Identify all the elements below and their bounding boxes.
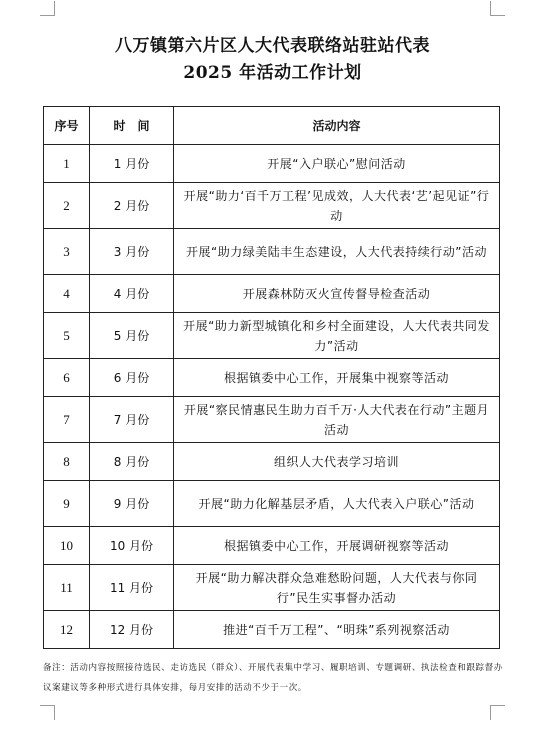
row-month: 5 月份 [90,313,174,359]
footnote-remark: 备注：活动内容按照接待选民、走访选民（群众）、开展代表集中学习、履职培训、专题调研、执法检查和跟踪督办议案建议等多种形式进行具体安排，每月安排的活动不少于一次。 [43,663,503,693]
row-month: 7 月份 [90,397,174,443]
header-index: 序号 [44,107,90,145]
row-activity: 开展“助力新型城镇化和乡村全面建设，人大代表共同发力”活动 [174,313,500,359]
row-month: 10 月份 [90,527,174,565]
row-activity: 开展森林防灭火宣传督导检查活动 [174,275,500,313]
table-row [44,275,500,313]
table-row [44,443,500,481]
row-activity: 根据镇委中心工作，开展调研视察等活动 [174,527,500,565]
row-month: 3 月份 [90,229,174,275]
row-activity: 开展“助力‘百千万工程’见成效，人大代表‘艺’起见证”行动 [174,183,500,229]
table-row [44,313,500,359]
table-row [44,229,500,275]
row-month: 8 月份 [90,443,174,481]
table-row [44,481,500,527]
document-title-line-1: 八万镇第六片区人大代表联络站驻站代表 [115,36,430,56]
row-activity: 开展“助力绿美陆丰生态建设，人大代表持续行动”活动 [174,229,500,275]
row-month: 9 月份 [90,481,174,527]
table-row [44,183,500,229]
row-month: 6 月份 [90,359,174,397]
row-month: 11 月份 [90,565,174,611]
table-row [44,527,500,565]
header-time: 时 间 [90,107,174,145]
crop-mark-bottom-right [490,705,505,720]
row-index: 1 [44,145,90,183]
row-activity: 开展“察民情惠民生助力百千万·人大代表在行动”主题月活动 [174,397,500,443]
crop-mark-top-left [40,1,55,16]
table-row [44,611,500,649]
row-activity: 根据镇委中心工作，开展集中视察等活动 [174,359,500,397]
table-row [44,397,500,443]
document-title-line-2: 2025 年活动工作计划 [183,63,362,83]
table-header-row [44,107,500,145]
row-month: 12 月份 [90,611,174,649]
row-month: 1 月份 [90,145,174,183]
row-activity: 开展“助力化解基层矛盾，人大代表入户联心”活动 [174,481,500,527]
row-month: 2 月份 [90,183,174,229]
table-row [44,145,500,183]
row-activity: 开展“入户联心”慰问活动 [174,145,500,183]
row-activity: 开展“助力解决群众急难愁盼问题，人大代表与你同行”民生实事督办活动 [174,565,500,611]
row-index: 10 [44,527,90,565]
row-index: 9 [44,481,90,527]
crop-mark-top-right [490,1,505,16]
row-activity: 组织人大代表学习培训 [174,443,500,481]
header-content: 活动内容 [174,107,500,145]
row-index: 11 [44,565,90,611]
row-index: 3 [44,229,90,275]
table-row [44,359,500,397]
row-index: 6 [44,359,90,397]
row-month: 4 月份 [90,275,174,313]
row-activity: 推进“百千万工程”、“明珠”系列视察活动 [174,611,500,649]
row-index: 12 [44,611,90,649]
row-index: 2 [44,183,90,229]
row-index: 7 [44,397,90,443]
activity-plan-table [43,106,500,649]
crop-mark-bottom-left [40,705,55,720]
row-index: 4 [44,275,90,313]
row-index: 8 [44,443,90,481]
table-row [44,565,500,611]
row-index: 5 [44,313,90,359]
